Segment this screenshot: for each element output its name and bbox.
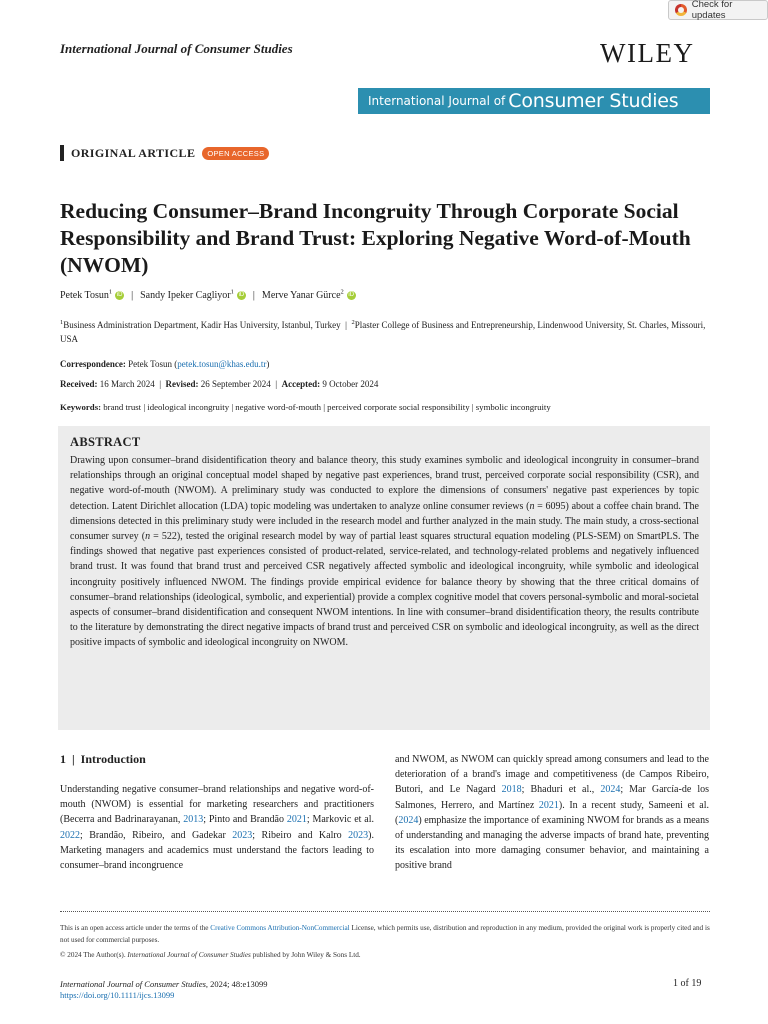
footer-citation: International Journal of Consumer Studies, 2024; 48:e13099 <box>60 979 268 989</box>
footnote-divider <box>60 911 710 912</box>
article-title: Reducing Consumer–Brand Incongruity Through Corporate Social Responsibility and Brand Trust: Exploring Negative Word-of-Mouth (NWOM) <box>60 199 691 277</box>
doi-link[interactable]: https://doi.org/10.1111/ijcs.13099 <box>60 990 175 1000</box>
author-list <box>60 290 356 301</box>
citation-link[interactable]: 2018 <box>501 784 522 796</box>
author-link[interactable]: Sandy Ipeker Cagliyor$^1$ <box>140 288 234 301</box>
copyright-text: © 2024 The Author(s). International Journal of Consumer Studies published by John Wiley & Sons Ltd. <box>60 951 361 959</box>
citation-link[interactable]: 2023 <box>232 829 253 841</box>
check-for-updates-label: Check for updates <box>691 0 733 21</box>
citation-link[interactable]: 2023 <box>348 829 369 841</box>
intro-column-2: and NWOM, as NWOM can quickly spread among consumers and lead to the deterioration of a brand's image and competitiveness (de Campos Ribeiro, Butori, and Le Nagard 2018; Bhaduri et al., 2024; Mar García-de los Salmones, Herrero, and Martínez 2021). In a recent study, Sameeni et al. (2024) emphasize the importance of examining NWOM for brands as a means of understanding and managing the adverse impacts of brand hate, preventing its escalation into more damaging consumer behavior, and maintaining a positive brand <box>395 754 709 872</box>
check-for-updates-button[interactable] <box>668 0 768 20</box>
license-text: This is an open access article under the terms of the Creative Commons Attribution-NonCommercial License, which permits use, distribution and reproduction in any medium, provided the original work is properly cited and is not used for commercial purposes. <box>60 924 710 944</box>
journal-banner <box>358 88 710 114</box>
abstract-heading: ABSTRACT <box>70 435 141 449</box>
author-separator: | <box>252 290 255 301</box>
author-separator: | <box>131 290 134 301</box>
citation-link[interactable]: 2022 <box>60 829 80 841</box>
orcid-icon[interactable]: iD <box>116 292 123 298</box>
citation-link[interactable]: 2024 <box>600 784 621 796</box>
license-link[interactable]: Creative Commons Attribution-NonCommercial <box>210 924 350 932</box>
citation-link[interactable]: 2021 <box>286 814 307 826</box>
article-type-label: ORIGINAL ARTICLE <box>71 145 196 160</box>
intro-column-1: Understanding negative consumer–brand relationships and negative word-of-mouth (NWOM) is essential for marketing researchers and practitioners (Becerra and Badrinarayanan, 2013; Pinto and Brandão 2021; Markovic et al. 2022; Brandão, Ribeiro, and Gadekar 2023; Ribeiro and Kalro 2023). Marketing managers and academics must understand the factors leading to consumer–brand incongruence <box>60 784 374 872</box>
page-number: 1 of 19 <box>673 978 702 989</box>
open-access-badge: OPEN ACCESS <box>202 147 269 160</box>
footer-doi <box>60 990 174 1000</box>
crossmark-icon <box>675 4 687 16</box>
orcid-icon[interactable]: iD <box>238 292 245 298</box>
citation-link[interactable]: 2021 <box>538 799 559 811</box>
author-link[interactable]: Merve Yanar Gürce$^2$ <box>261 288 344 301</box>
citation-link[interactable]: 2024 <box>398 814 419 826</box>
banner-big-text: Consumer Studies <box>508 90 679 112</box>
publisher-logo: WILEY <box>600 38 695 68</box>
orcid-icon[interactable]: iD <box>348 292 355 298</box>
abstract-text: Drawing upon consumer–brand disidentification theory and balance theory, this study examines symbolic and ideological incongruity in consumer–brand relationships through an original conceptual model shaped by negative past experiences, brand trust, perceived corporate social responsibility (CSR), and negative word-of-mouth (NWOM). A preliminary study was conducted to explore the dimensions of consumers' negative past experiences by topic detection. Latent Dirichlet allocation (LDA) topic modeling was undertaken to analyze online consumer reviews (n = 6095) about a coffee chain brand. The dimensions detected in this preliminary study were included in the research model and further analyzed in the main study. The main study, a cross-sectional consumer survey (n = 522), tested the original research model by way of partial least squares structural equation modeling (PLS-SEM) on SmartPLS. The findings showed that negative past experiences consisted of product-related, service-related, and technology-related problems and negatively influenced brand trust. It was found that brand trust and perceived CSR negatively affected symbolic and ideological incongruity, while symbolic and ideological incongruity positively influenced NWOM. The findings provide empirical evidence for balance theory by showing that the three critical domains of consumer–brand relationships (ideological, symbolic, and experiential) provide a complex cognitive model that covers personal-symbolic and moral-societal aspects of consumer–brand disidentification and consequent NWOM intentions. In line with consumer–brand disidentification theory, the results contribute to the literature by demonstrating the direct negative impacts of brand trust and perceived CSR on symbolic and ideological incongruity, as well as the direct positive impacts of symbolic and ideological incongruity on NWOM. <box>70 455 699 649</box>
correspondence: Correspondence: Petek Tosun (petek.tosun@khas.edu.tr) <box>60 359 270 369</box>
keywords: Keywords: brand trust | ideological incongruity | negative word-of-mouth | perceived corporate social responsibility | symbolic incongruity <box>60 402 551 412</box>
affiliations: $^1$Business Administration Department, Kadir Has University, Istanbul, Turkey | $^2$Plaster College of Business and Entrepreneurship, Lindenwood University, St. Charles, Missouri, USA <box>60 319 706 344</box>
journal-name: International Journal of Consumer Studies <box>60 41 293 56</box>
article-dates: Received: 16 March 2024 | Revised: 26 September 2024 | Accepted: 9 October 2024 <box>60 379 379 389</box>
banner-small-text: International Journal of <box>368 94 506 108</box>
section-heading: 1 | Introduction <box>60 752 146 766</box>
author-link[interactable]: Petek Tosun$^1$ <box>60 288 113 301</box>
article-type <box>60 145 269 161</box>
correspondence-email-link[interactable]: petek.tosun@khas.edu.tr <box>177 359 267 369</box>
citation-link[interactable]: 2013 <box>183 814 204 826</box>
